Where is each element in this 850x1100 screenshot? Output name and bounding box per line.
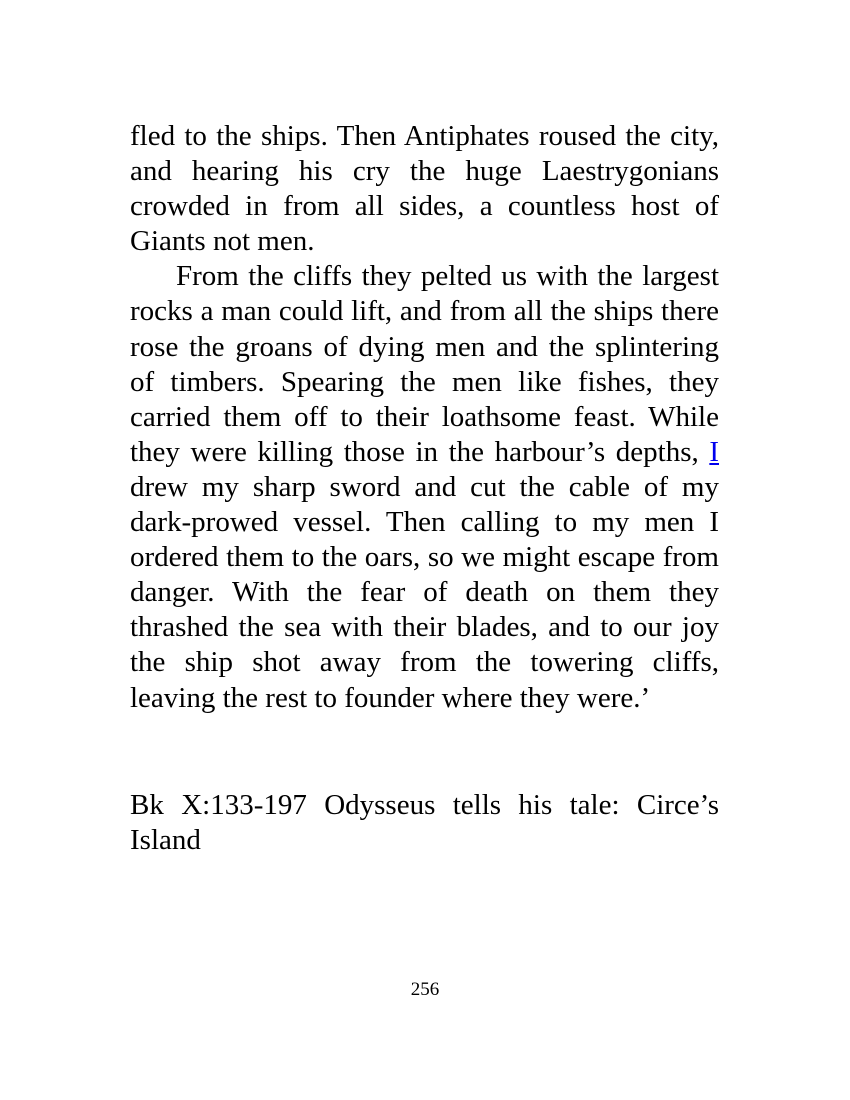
paragraph: [130, 259, 719, 715]
paragraph-text: drew my sharp sword and cut the cable of my dark-prowed vessel. Then calling to my men I ordered them to the oars, so we might escape from danger. With the fear of death on them they thrashed the sea with their blades, and to our joy the ship shot away from the towering cliffs, leaving the rest to founder where they were.’: [130, 470, 719, 714]
paragraph-text: fled to the ships. Then Antiphates roused the city, and hearing his cry the huge Laestrygonians crowded in from all sides, a countless host of Giants not men.: [130, 120, 719, 258]
footnote-link[interactable]: I: [709, 435, 719, 468]
page-number: 256: [410, 979, 440, 1000]
section-heading: Bk X:133-197 Odysseus tells his tale: Circe’s Island: [130, 789, 719, 856]
paragraph-text: From the cliffs they pelted us with the largest rocks a man could lift, and from all the ships there rose the groans of dying men and the splintering of timbers. Spearing the men like fishes, they carried them off to their loathsome feast. While they were killing those in the harbour’s depths,: [130, 260, 719, 468]
body-text: [130, 119, 719, 716]
paragraph-continued: [130, 119, 719, 259]
